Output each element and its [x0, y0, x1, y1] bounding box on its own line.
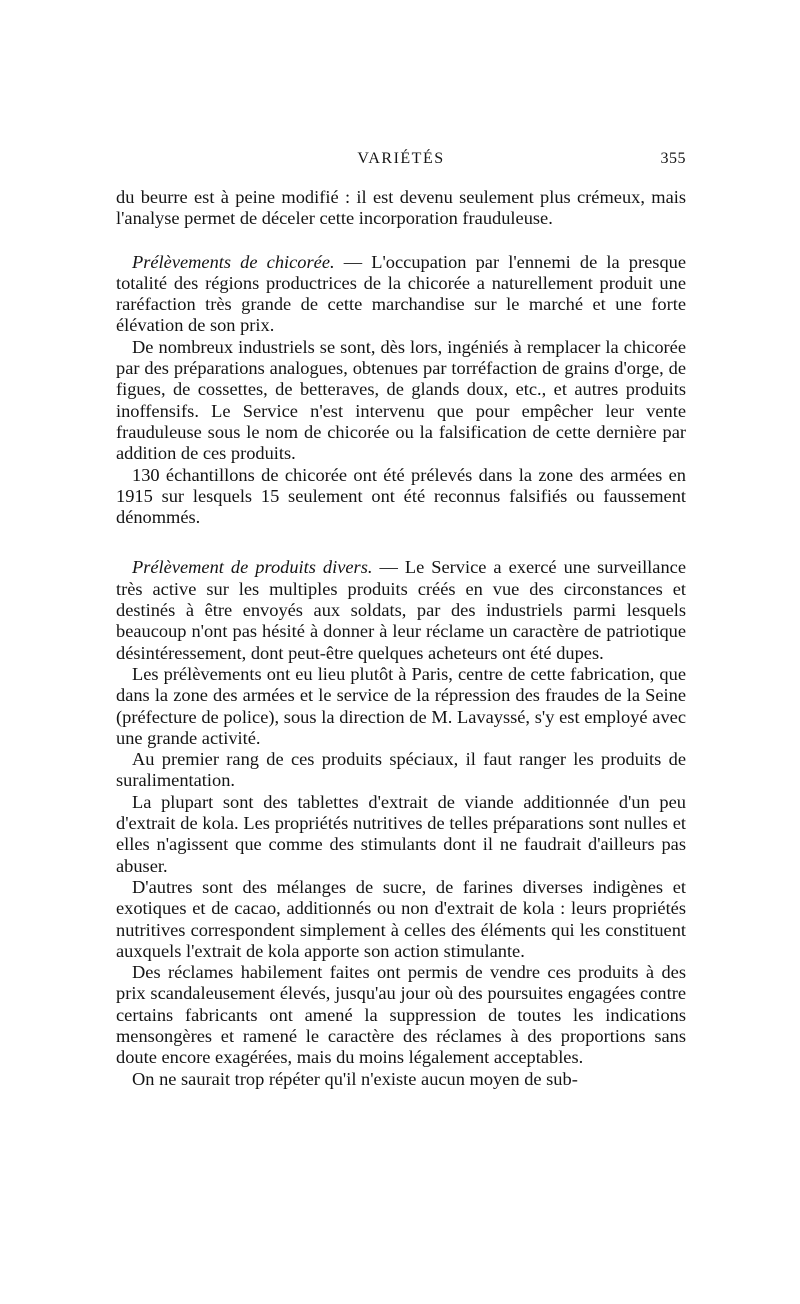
paragraph-closing-fragment	[116, 1069, 686, 1090]
paragraph-butter-continuation	[116, 187, 686, 230]
paragraph-various-products-section	[116, 557, 686, 663]
section-heading-various-products: Prélèvement de produits divers.	[132, 557, 373, 578]
paragraph-paris-sampling	[116, 664, 686, 749]
paragraph-supplement-products	[116, 749, 686, 792]
paragraph-text: — L'occupation par l'ennemi de la presque totalité des régions productrices de la chicorée a naturellement produit une raréfaction très grande de cette marchandise sur le marché et une forte élévation de son prix.	[116, 251, 686, 336]
body-text	[116, 187, 686, 1090]
paragraph-text: 130 échantillons de chicorée ont été prélevés dans la zone des armées en 1915 sur lesquels 15 seulement ont été reconnus falsifiés ou faussement dénommés.	[116, 464, 686, 528]
paragraph-text: Les prélèvements ont eu lieu plutôt à Paris, centre de cette fabrication, que dans la zone des armées et le service de la répression des fraudes de la Seine (préfecture de police), sous la direction de M. Lavayssé, s'y est employé avec une grande activité.	[116, 663, 686, 748]
paragraph-text: Au premier rang de ces produits spéciaux, il faut ranger les produits de suralimentation.	[116, 749, 686, 791]
page-header	[116, 150, 686, 174]
paragraph-text: — Le Service a exercé une surveillance très active sur les multiples produits créés en vue des circonstances et destinés à être envoyés aux soldats, par des industriels parmi lesquels beaucoup n'ont pas hésité à donner à leur réclame un caractère de patriotique désintéressement, dont peut-être quelques acheteurs ont été dupes.	[116, 557, 686, 663]
paragraph-advertising	[116, 962, 686, 1068]
paragraph-chicory-substitutes	[116, 337, 686, 465]
paragraph-text: La plupart sont des tablettes d'extrait de viande additionnée d'un peu d'extrait de kola. Les propriétés nutritives de telles préparations sont nulles et elles n'agissent que comme des stimulants dont il ne faudrait d'ailleurs pas abuser.	[116, 791, 686, 876]
paragraph-text: Des réclames habilement faites ont permis de vendre ces produits à des prix scandaleusement élevés, jusqu'au jour où des poursuites engagées contre certains fabricants ont amené la suppression de toutes les indications mensongères et ramené le caractère des réclames à des proportions sans doute encore exagérées, mais du moins légalement acceptables.	[116, 962, 686, 1068]
page-number: 355	[660, 150, 686, 167]
running-title: VARIÉTÉS	[357, 150, 445, 167]
paragraph-chicory-section	[116, 252, 686, 337]
section-heading-chicory: Prélèvements de chicorée.	[132, 251, 335, 272]
paragraph-meat-extract-tablets	[116, 792, 686, 877]
paragraph-text: On ne saurait trop répéter qu'il n'existe aucun moyen de sub-	[132, 1068, 578, 1089]
paragraph-text: De nombreux industriels se sont, dès lors, ingéniés à remplacer la chicorée par des préparations analogues, obtenues par torréfaction de grains d'orge, de figues, de cossettes, de betteraves, de glands doux, etc., et autres produits inoffensifs. Le Service n'est intervenu que pour empêcher leur vente frauduleuse sous le nom de chicorée ou la falsification de cette dernière par addition de ces produits.	[116, 336, 686, 464]
paragraph-sugar-flour-mixtures	[116, 877, 686, 962]
paragraph-text: du beurre est à peine modifié : il est devenu seulement plus crémeux, mais l'analyse permet de déceler cette incorporation frauduleuse.	[116, 187, 686, 229]
paragraph-chicory-samples	[116, 465, 686, 529]
paragraph-text: D'autres sont des mélanges de sucre, de farines diverses indigènes et exotiques et de cacao, additionnés ou non d'extrait de kola : leurs propriétés nutritives correspondent simplement à celles des éléments qui les constituent auxquels l'extrait de kola apporte son action stimulante.	[116, 876, 686, 961]
